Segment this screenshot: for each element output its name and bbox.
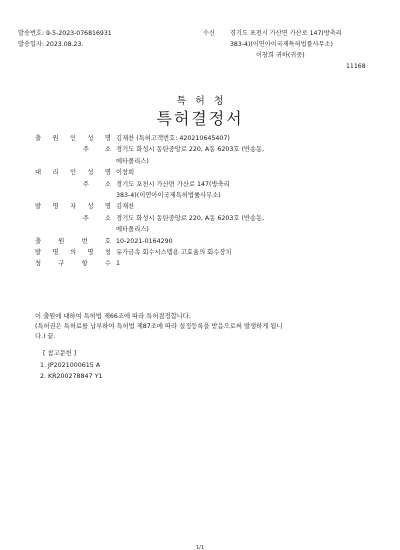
field-label-char: 주 [82,180,89,188]
field-label [35,181,111,189]
field-label-char: 수 [104,260,111,268]
document-title: 특허결정서 [156,109,244,128]
field-label-char: 명 [104,169,111,177]
dispatch-date-value: 2023.08.23. [45,41,84,48]
field-value: 이창희 [116,169,135,177]
issuing-office: 특허청 [176,96,233,107]
field-label [35,169,111,177]
field-value: 1 [116,260,121,268]
field-label-char: 항 [81,260,88,268]
dispatch-number: 발송번호: 9-5-2023-076816931 [18,30,112,37]
field-label [35,238,111,246]
field-row [35,260,120,270]
field-value: 메타폴리스) [116,226,149,234]
field-row [35,135,230,145]
field-value: 유가금속 회수시스템용 고효율의 회수장치 [116,249,232,256]
field-row [35,181,230,191]
references-heading: [ 참고문헌 ] [43,350,77,357]
field-row [35,146,264,156]
field-label-char: 소 [104,180,111,188]
field-label-char: 자 [69,203,77,211]
reference-item: 1. JP2021000615 A [40,362,101,369]
field-label-char: 원 [58,237,65,245]
field-label-char: 출 [35,237,42,245]
decision-note-line-2: 다.) 끝. [35,333,56,340]
field-label [35,146,111,154]
field-label-char: 명 [87,249,94,256]
field-row [35,203,134,213]
field-label-char: 명 [104,135,111,142]
field-label [35,260,111,268]
dispatch-number-value: 9-5-2023-076816931 [45,30,112,37]
recipient-name: 이창희 귀하(귀중) [256,52,305,59]
field-value: 383-4)(이연아이국제특허법률사무소) [116,192,221,199]
decision-note-line-1: (특허권은 특허료를 납부하여 특허법 제87조에 따라 설정등록을 받음으로써 발생하게 됩니 [35,323,283,330]
field-label-char: 호 [104,237,111,245]
field-value: 경기도 포천시 가산면 가산로 147(방축리 [116,180,230,188]
field-label [35,215,111,223]
field-label-char: 주 [82,146,89,154]
field-row [35,192,221,202]
decision-statement: 이 출원에 대하여 특허법 제66조에 따라 특허결정합니다. [35,313,191,320]
field-row [35,215,264,225]
field-label [35,135,111,143]
field-label [35,249,111,257]
page-number: 1/1 [195,545,205,550]
field-label [35,203,111,211]
field-label-char: 명 [52,203,59,211]
dispatch-date-label: 발송일자 [18,41,42,48]
field-label-char: 발 [35,249,42,256]
field-label-char: 인 [69,169,77,177]
field-value: 경기도 화성시 동탄중앙로 220, A동 6203호 (반송동, [116,214,265,222]
field-label-char: 구 [58,260,65,268]
field-row [35,238,173,248]
recipient-address-line-2: 383-4)(이연아이국제특허법률사무소) [230,41,333,48]
recipient-address-line-1: 경기도 포천시 가산면 가산로 147(방축리 [230,30,342,37]
field-row [35,226,149,236]
field-value: 김재찬 [116,203,135,211]
field-label-char: 인 [69,135,77,142]
field-label-char: 성 [87,169,94,177]
field-label-char: 칭 [104,249,111,256]
field-label-char: 성 [87,203,94,211]
field-label-char: 명 [104,203,111,211]
field-value: 메타폴리스) [116,157,149,165]
field-row [35,249,232,259]
field-label-char: 리 [52,169,59,177]
field-label-char: 출 [35,135,42,142]
postal-code: 11168 [346,63,366,70]
field-row [35,169,134,179]
dispatch-number-label: 발송번호 [18,30,42,37]
field-label-char: 소 [104,146,111,154]
field-label-char: 소 [104,214,111,222]
field-label-char: 대 [35,169,42,177]
recipient-label: 수신 [203,30,215,37]
field-label-char: 의 [69,249,77,256]
field-label-char: 성 [87,135,94,142]
field-value: 10-2021-0164290 [116,237,173,245]
field-label-char: 원 [52,135,59,142]
reference-item: 2. KR200278847 Y1 [40,373,103,380]
field-label-char: 명 [52,249,59,256]
field-label-char: 번 [81,237,88,245]
dispatch-date: 발송일자: 2023.08.23. [18,41,84,48]
field-label-char: 청 [35,260,42,268]
field-row [35,158,149,168]
field-label-char: 주 [82,214,89,222]
field-value: 김재찬 (특허고객번호: 420210645407) [116,135,230,142]
field-label-char: 발 [35,203,42,211]
field-value: 경기도 화성시 동탄중앙로 220, A동 6203호 (반송동, [116,146,265,154]
